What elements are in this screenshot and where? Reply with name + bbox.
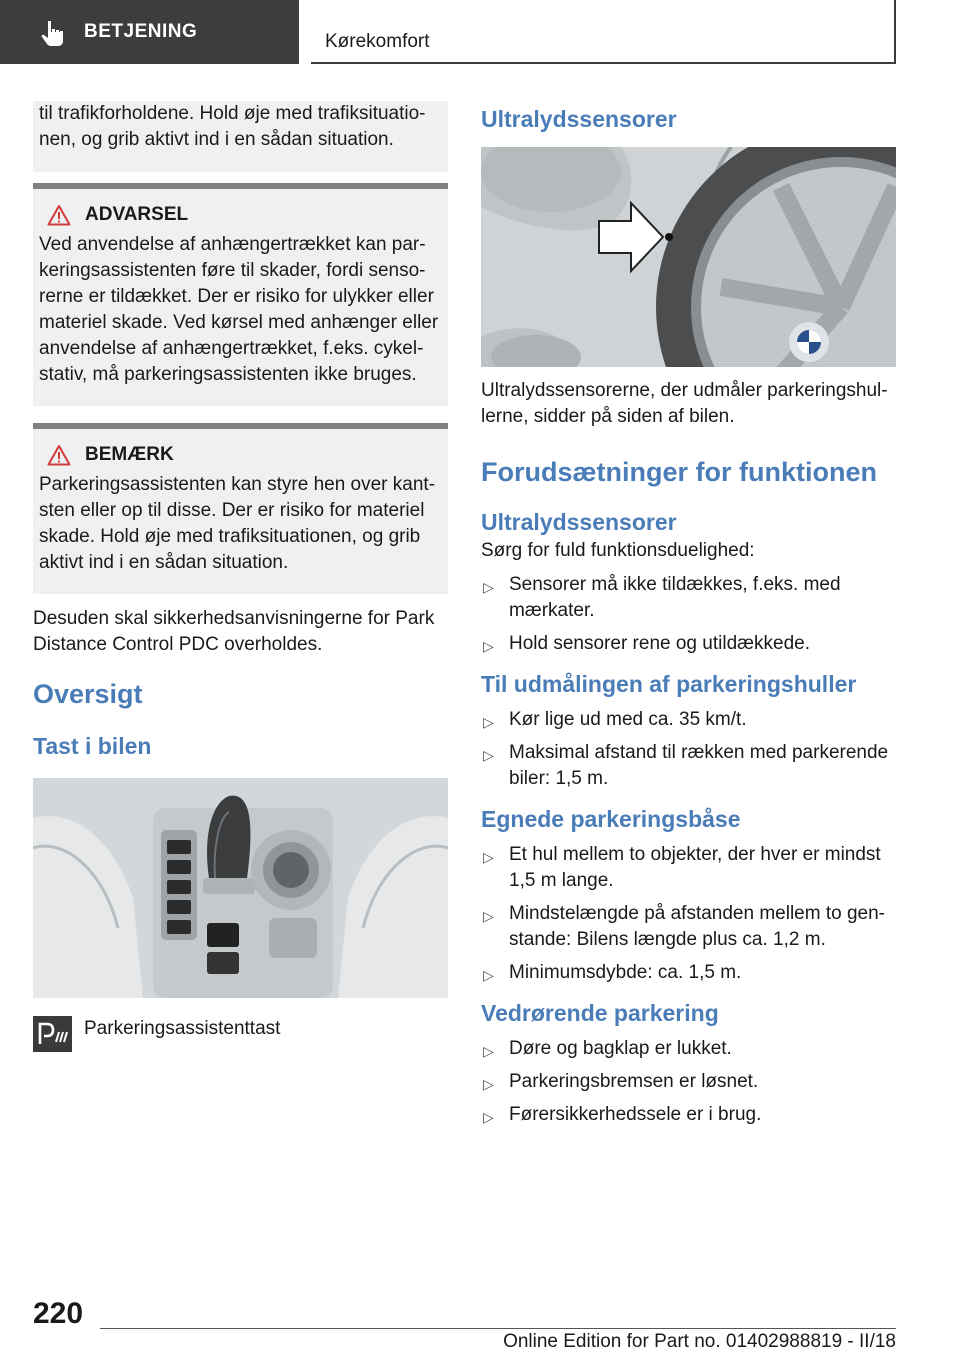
list-item: ▷ Førersikkerhedssele er i brug. <box>481 1102 896 1128</box>
hand-pointer-icon <box>38 17 68 47</box>
bullet-triangle-icon: ▷ <box>483 967 494 983</box>
left-column <box>33 101 448 1052</box>
continued-notice-text: til trafikforholdene. Hold øje med trafiksituatio-nen, og grib aktivt ind i en sådan situation. <box>39 103 426 150</box>
notice-title-row <box>47 444 442 466</box>
list-item: ▷ Døre og bagklap er lukket. <box>481 1036 896 1062</box>
section-tab <box>0 0 299 64</box>
list-item: ▷ Kør lige ud med ca. 35 km/t. <box>481 707 896 733</box>
bullet-triangle-icon: ▷ <box>483 849 494 865</box>
heading-forudsaetninger: Forudsætninger for funktionen <box>481 457 877 487</box>
bullet-triangle-icon: ▷ <box>483 747 494 763</box>
button-caption: Parkeringsassistenttast <box>84 1018 281 1039</box>
continued-notice-box <box>33 101 448 172</box>
list-item: ▷ Parkeringsbremsen er løsnet. <box>481 1069 896 1095</box>
bullet-triangle-icon: ▷ <box>483 638 494 654</box>
bullet-triangle-icon: ▷ <box>483 1076 494 1092</box>
button-caption-row <box>33 1016 448 1052</box>
sorg-text: Sørg for fuld funktionsduelighed: <box>481 540 755 561</box>
list-item: ▷ Mindstelængde på afstanden mellem to gen-stande: Bilens længde plus ca. 1,2 m. <box>483 903 886 950</box>
list-item: ▷ Hold sensorer rene og utildækkede. <box>481 631 896 657</box>
vedr-list <box>481 1036 896 1128</box>
list-item: ▷ Maksimal afstand til rækken med parkerende biler: 1,5 m. <box>483 742 889 789</box>
safety-intro-text: Desuden skal sikkerhedsanvisningerne for Park Distance Control PDC overholdes. <box>33 608 435 655</box>
warning-title: ADVARSEL <box>85 204 189 225</box>
list-item: ▷ Sensorer må ikke tildækkes, f.eks. med mærkater. <box>483 574 841 621</box>
chapter-title: Kørekomfort <box>325 31 430 52</box>
footer-edition: Online Edition for Part no. 01402988819 - II/18 <box>503 1331 896 1352</box>
console-illustration <box>33 778 448 998</box>
footer-rule <box>100 1328 896 1329</box>
list-item: ▷ Minimumsdybde: ca. 1,5 m. <box>481 960 896 986</box>
sensor-list <box>481 572 896 657</box>
sensor-caption: Ultralydssensorerne, der udmåler parkeringshul-lerne, sidder på siden af bilen. <box>481 380 888 427</box>
heading-tast-i-bilen: Tast i bilen <box>33 733 152 759</box>
page-number: 220 <box>33 1297 84 1330</box>
right-column <box>481 101 896 1135</box>
parking-assistant-button-icon <box>33 1016 72 1052</box>
udmaal-list <box>481 707 896 792</box>
heading-oversigt: Oversigt <box>33 679 143 709</box>
heading-egnede: Egnede parkeringsbåse <box>481 806 741 832</box>
heading-ultralydssensorer-2: Ultralydssensorer <box>481 509 677 535</box>
heading-udmaalingen: Til udmålingen af parkeringshuller <box>481 671 857 697</box>
sensor-illustration <box>481 147 896 367</box>
heading-vedroerende: Vedrørende parkering <box>481 1000 719 1026</box>
warning-text: Ved anvendelse af anhængertrækket kan par-keringsassistenten føre til skader, fordi senso-rerne er tildækket. Der er risiko for ulykker eller materiel skade. Ved kørsel med anhænger eller anvendelse af anhængertrækket, f.eks. cykel-stativ, må parkeringsassistenten ikke bruges. <box>39 234 439 385</box>
notice-title: BEMÆRK <box>85 444 174 465</box>
list-item: ▷ Et hul mellem to objekter, der hver er mindst 1,5 m lange. <box>483 844 881 891</box>
notice-text: Parkeringsassistenten kan styre hen over kant-sten eller op til disse. Der er risiko for materiel skade. Hold øje med trafiksituationen, og grib aktivt ind i en sådan situation. <box>39 474 436 573</box>
bullet-triangle-icon: ▷ <box>483 579 494 595</box>
notice-triangle-icon <box>47 444 71 466</box>
warning-box <box>33 189 448 406</box>
bullet-triangle-icon: ▷ <box>483 908 494 924</box>
warning-triangle-icon <box>47 204 71 226</box>
sensor-photo <box>481 147 896 367</box>
chapter-tab <box>311 0 896 64</box>
console-photo <box>33 778 448 998</box>
bullet-triangle-icon: ▷ <box>483 714 494 730</box>
section-title: BETJENING <box>84 21 198 42</box>
heading-ultralydssensorer: Ultralydssensorer <box>481 106 677 132</box>
egnede-list <box>481 842 896 986</box>
warning-title-row <box>47 204 442 226</box>
bullet-triangle-icon: ▷ <box>483 1043 494 1059</box>
bullet-triangle-icon: ▷ <box>483 1109 494 1125</box>
notice-box <box>33 429 448 594</box>
